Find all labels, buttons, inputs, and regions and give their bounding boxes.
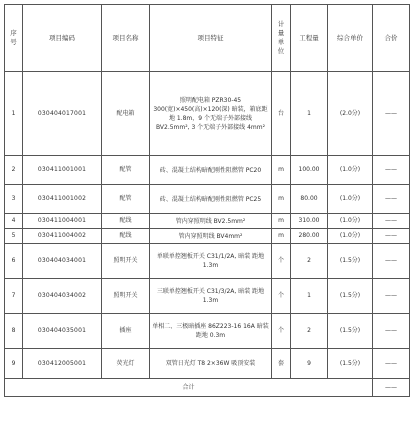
row-price: (2.0分) [328, 72, 373, 156]
table-row [5, 314, 410, 349]
row-name: 荧光灯 [102, 349, 150, 379]
table-row [5, 214, 410, 229]
row-code: 030404034001 [23, 244, 102, 279]
row-feature: 砖、混凝土结构暗配刚性阻燃管 PC20 [150, 156, 272, 185]
header-code: 项目编码 [23, 5, 102, 72]
header-unit-price: 综合单价 [328, 5, 373, 72]
row-name: 插座 [102, 314, 150, 349]
row-price: (1.5分) [328, 349, 373, 379]
table-row [5, 156, 410, 185]
row-name: 配线 [102, 214, 150, 229]
row-feature: 单相二、三极暗插座 86Z223-16 16A 暗装 距地 0.3m [150, 314, 272, 349]
row-unit: 台 [272, 72, 291, 156]
row-total: —— [373, 214, 410, 229]
header-row [5, 5, 410, 72]
row-total: —— [373, 156, 410, 185]
total-row [5, 379, 410, 397]
row-seq: 4 [5, 214, 23, 229]
row-unit: 个 [272, 244, 291, 279]
row-code: 030404017001 [23, 72, 102, 156]
row-total: —— [373, 185, 410, 214]
row-total: —— [373, 244, 410, 279]
header-name: 项目名称 [102, 5, 150, 72]
header-seq: 序号 [5, 5, 23, 72]
row-seq: 1 [5, 72, 23, 156]
header-unit: 计量单位 [272, 5, 291, 72]
table-row [5, 229, 410, 244]
row-seq: 2 [5, 156, 23, 185]
row-unit: m [272, 156, 291, 185]
row-seq: 6 [5, 244, 23, 279]
row-price: (1.5分) [328, 244, 373, 279]
row-price: (1.5分) [328, 314, 373, 349]
row-unit: m [272, 185, 291, 214]
row-total: —— [373, 279, 410, 314]
row-seq: 7 [5, 279, 23, 314]
row-qty: 100.00 [291, 156, 328, 185]
row-unit: 个 [272, 314, 291, 349]
row-name: 照明开关 [102, 244, 150, 279]
row-code: 030404034002 [23, 279, 102, 314]
table-row [5, 279, 410, 314]
row-price: (1.0分) [328, 214, 373, 229]
row-feature: 三联单控翘板开关 C31/3/2A, 暗装 距地 1.3m [150, 279, 272, 314]
row-qty: 1 [291, 279, 328, 314]
row-qty: 9 [291, 349, 328, 379]
quantities-table [4, 4, 410, 397]
row-seq: 3 [5, 185, 23, 214]
row-code: 030412005001 [23, 349, 102, 379]
row-code: 030411001002 [23, 185, 102, 214]
row-qty: 310.00 [291, 214, 328, 229]
row-qty: 1 [291, 72, 328, 156]
row-name: 配电箱 [102, 72, 150, 156]
total-label: 合计 [5, 379, 373, 397]
row-price: (1.0分) [328, 156, 373, 185]
row-price: (1.0分) [328, 185, 373, 214]
row-name: 配管 [102, 156, 150, 185]
table-row [5, 185, 410, 214]
header-total-price: 合价 [373, 5, 410, 72]
row-seq: 8 [5, 314, 23, 349]
row-feature: 照明配电箱 PZR30-45 300(宽)×450(高)×120(深) 暗装，箱底距地 1.8m，9 个无端子外部接线 BV2.5mm², 3 个无端子外部接线 4mm² [150, 72, 272, 156]
table-row [5, 244, 410, 279]
row-total: —— [373, 314, 410, 349]
row-code: 030411001001 [23, 156, 102, 185]
header-feature: 项目特征 [150, 5, 272, 72]
row-code: 030411004001 [23, 214, 102, 229]
table-row [5, 72, 410, 156]
row-qty: 2 [291, 314, 328, 349]
row-qty: 2 [291, 244, 328, 279]
row-seq: 5 [5, 229, 23, 244]
bill-of-quantities [4, 4, 409, 397]
table-row [5, 349, 410, 379]
row-unit: 个 [272, 279, 291, 314]
row-feature: 双管日光灯 T8 2×36W 吸顶安装 [150, 349, 272, 379]
row-qty: 80.00 [291, 185, 328, 214]
row-unit: m [272, 229, 291, 244]
row-price: (1.0分) [328, 229, 373, 244]
row-name: 配管 [102, 185, 150, 214]
row-seq: 9 [5, 349, 23, 379]
row-feature: 管内穿照明线 BV2.5mm² [150, 214, 272, 229]
row-total: —— [373, 349, 410, 379]
row-qty: 280.00 [291, 229, 328, 244]
row-unit: m [272, 214, 291, 229]
total-value: —— [373, 379, 410, 397]
row-price: (1.5分) [328, 279, 373, 314]
row-total: —— [373, 229, 410, 244]
header-qty: 工程量 [291, 5, 328, 72]
row-code: 030404035001 [23, 314, 102, 349]
row-code: 030411004002 [23, 229, 102, 244]
row-feature: 砖、混凝土结构暗配刚性阻燃管 PC25 [150, 185, 272, 214]
row-name: 配线 [102, 229, 150, 244]
row-name: 照明开关 [102, 279, 150, 314]
row-feature: 管内穿照明线 BV4mm² [150, 229, 272, 244]
row-unit: 套 [272, 349, 291, 379]
row-feature: 单联单控翘板开关 C31/1/2A, 暗装 距地 1.3m [150, 244, 272, 279]
row-total: —— [373, 72, 410, 156]
